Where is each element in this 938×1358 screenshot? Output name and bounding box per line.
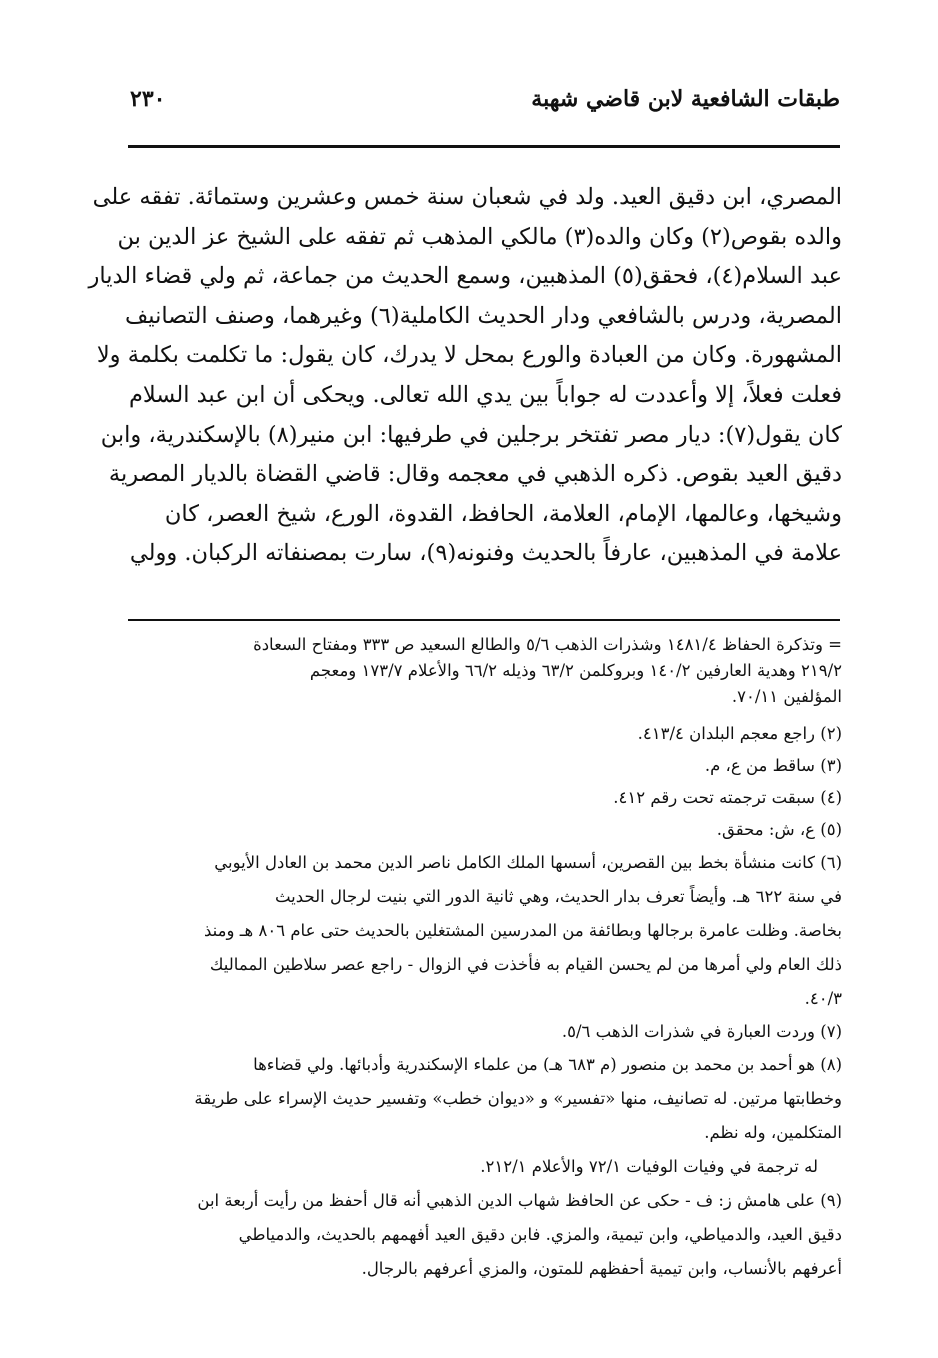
footnote-9-line: دقيق العيد، والدمياطي، وابن تيمية، والمزي. فابن دقيق العيد أفهمهم بالحديث، والدمياطي <box>238 1225 842 1244</box>
text-line: المشهورة. وكان من العبادة والورع بمحل لا يدرك، كان يقول: ما تكلمت بكلمة ولا <box>96 342 842 369</box>
footnote-6-line: بخاصة. وظلت عامرة برجالها وبطائفة من المدرسين المشتغلين بالحديث حتى عام ٨٠٦ هـ ومنذ <box>204 921 842 940</box>
footnote-continuation-line: ٢١٩/٢ وهدية العارفين ١٤٠/٢ وبروكلمن ٦٣/٢ وذيله ٦٦/٢ والأعلام ١٧٣/٧ ومعجم <box>309 661 842 680</box>
running-title: طبقات الشافعية لابن قاضي شهبة <box>531 86 840 112</box>
footnote-3: (٣) ساقط من ع، م. <box>704 756 842 775</box>
text-line: المصرية، ودرس بالشافعي ودار الحديث الكاملية(٦) وغيرهما، وصنف التصانيف <box>125 302 842 329</box>
footnote-2: (٢) راجع معجم البلدان ٤١٣/٤. <box>637 724 842 743</box>
footnote-continuation-line: = وتذكرة الحفاظ ١٤٨١/٤ وشذرات الذهب ٥/٦ والطالع السعيد ص ٣٣٣ ومفتاح السعادة <box>253 635 842 654</box>
text-line: المصري، ابن دقيق العيد. ولد في شعبان سنة خمس وعشرين وستمائة. تفقه على <box>92 184 842 210</box>
page-number: ٢٣٠ <box>130 86 166 112</box>
main-text <box>88 178 842 574</box>
header-rule <box>128 145 840 148</box>
footnote-5: (٥) ع، ش: محقق. <box>716 820 842 839</box>
footnote-6-line: (٦) كانت منشأة بخط بين القصرين، أسسها الملك الكامل ناصر الدين محمد بن العادل الأيوبي <box>214 853 842 872</box>
text-line: فعلت فعلاً، إلا وأعددت له جواباً بين يدي الله تعالى. ويحكى أن ابن عبد السلام <box>128 381 842 408</box>
footnote-9-line: أعرفهم بالأنساب، وابن تيمية أحفظهم للمتون، والمزي أعرفهم بالرجال. <box>361 1259 842 1278</box>
footnote-8-line: (٨) هو أحمد بن محمد بن منصور (م ٦٨٣ هـ) من علماء الإسكندرية وأدبائها. ولي قضاءها <box>253 1055 842 1074</box>
footnote-8-reference: له ترجمة في وفيات الوفيات ٧٢/١ والأعلام ٢١٢/١. <box>480 1157 818 1176</box>
text-line: علامة في المذهبين، عارفاً بالحديث وفنونه(٩)، سارت بمصنفاته الركبان. وولي <box>129 540 842 567</box>
text-line: عبد السلام(٤)، فحقق(٥) المذهبين، وسمع الحديث من جماعة، ثم ولي قضاء الديار <box>88 263 842 290</box>
footnote-8-line: وخطابتها مرتين. له تصانيف، منها «تفسير» و «ديوان خطب» وتفسير حديث الإسراء على طريقة <box>194 1089 842 1108</box>
footnote-continuation-line: المؤلفين ٧٠/١١. <box>731 687 842 706</box>
footnote-6-line: في سنة ٦٢٢ هـ. وأيضاً تعرف بدار الحديث، وهي ثانية الدور التي بنيت لرجال الحديث <box>274 887 842 906</box>
footnotes <box>130 632 842 1286</box>
text-line: دقيق العيد بقوص. ذكره الذهبي في معجمه وقال: قاضي القضاة بالديار المصرية <box>108 461 842 488</box>
footnote-8-line: المتكلمين، وله نظم. <box>704 1123 842 1142</box>
text-line: والده بقوص(٢) وكان والده(٣) مالكي المذهب ثم تفقه على الشيخ عز الدين بن <box>117 223 842 250</box>
footnote-separator <box>128 619 840 621</box>
page-header <box>130 80 840 120</box>
text-line: وشيخها، وعالمها، الإمام، العلامة، الحافظ، القدوة، الورع، شيخ العصر، كان <box>164 500 842 527</box>
footnote-6-line: ٤٠/٣. <box>804 989 842 1008</box>
footnote-6-line: ذلك العام ولي أمرها من لم يحسن القيام به فأخذت في الزوال - راجع عصر سلاطين المماليك <box>209 955 842 974</box>
footnote-7: (٧) وردت العبارة في شذرات الذهب ٥/٦. <box>561 1022 842 1041</box>
footnote-4: (٤) سبقت ترجمته تحت رقم ٤١٢. <box>613 788 842 807</box>
footnote-9-line: (٩) على هامش ز: ف - حكى عن الحافظ شهاب الدين الذهبي أنه قال أحفظ من رأيت أربعة ابن <box>197 1191 842 1210</box>
text-line: كان يقول(٧): ديار مصر تفتخر برجلين في طرفيها: ابن منير(٨) بالإسكندرية، وابن <box>100 421 842 448</box>
